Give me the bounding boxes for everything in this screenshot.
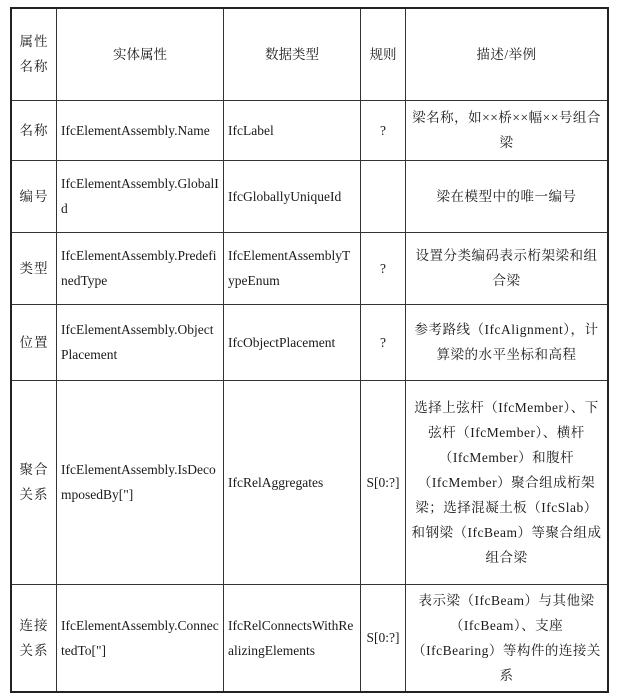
table-row [11,380,608,584]
row-description: 设置分类编码表示桁架梁和组合梁 [406,232,609,304]
row-rule: S[0:?] [361,380,406,584]
row-type: IfcObjectPlacement [224,304,361,380]
row-description: 梁在模型中的唯一编号 [406,160,609,232]
row-attribute: IfcElementAssembly.GlobalId [57,160,224,232]
row-attribute: IfcElementAssembly.ConnectedTo["] [57,584,224,692]
row-attribute: IfcElementAssembly.IsDecomposedBy["] [57,380,224,584]
row-rule: ? [361,100,406,160]
header-attribute-name: 属性名称 [11,8,57,100]
table-row [11,160,608,232]
table-row [11,584,608,692]
row-name: 聚合关系 [11,380,57,584]
row-rule [361,160,406,232]
row-type: IfcRelAggregates [224,380,361,584]
attribute-table [10,7,609,693]
table-row [11,232,608,304]
row-rule: ? [361,232,406,304]
row-type: IfcGloballyUniqueId [224,160,361,232]
row-description: 参考路线（IfcAlignment），计算梁的水平坐标和高程 [406,304,609,380]
row-name: 位置 [11,304,57,380]
row-name: 连接关系 [11,584,57,692]
row-type: IfcLabel [224,100,361,160]
header-rule: 规则 [361,8,406,100]
row-attribute: IfcElementAssembly.Name [57,100,224,160]
row-description: 表示梁（IfcBeam）与其他梁（IfcBeam）、支座（IfcBearing）等构件的连接关系 [406,584,609,692]
header-data-type: 数据类型 [224,8,361,100]
table-row [11,304,608,380]
row-name: 名称 [11,100,57,160]
row-description: 选择上弦杆（IfcMember）、下弦杆（IfcMember）、横杆（IfcMember）和腹杆（IfcMember）聚合组成桁架梁；选择混凝土板（IfcSlab）和钢梁（IfcBeam）等聚合组成组合梁 [406,380,609,584]
row-type: IfcElementAssemblyTypeEnum [224,232,361,304]
row-description: 梁名称，如××桥××幅××号组合梁 [406,100,609,160]
row-attribute: IfcElementAssembly.PredefinedType [57,232,224,304]
row-type: IfcRelConnectsWithRealizingElements [224,584,361,692]
header-description: 描述/举例 [406,8,609,100]
row-rule: ? [361,304,406,380]
row-rule: S[0:?] [361,584,406,692]
table-header-row [11,8,608,100]
row-attribute: IfcElementAssembly.ObjectPlacement [57,304,224,380]
row-name: 类型 [11,232,57,304]
table-row [11,100,608,160]
row-name: 编号 [11,160,57,232]
attribute-table-container [10,7,609,693]
header-entity-attribute: 实体属性 [57,8,224,100]
